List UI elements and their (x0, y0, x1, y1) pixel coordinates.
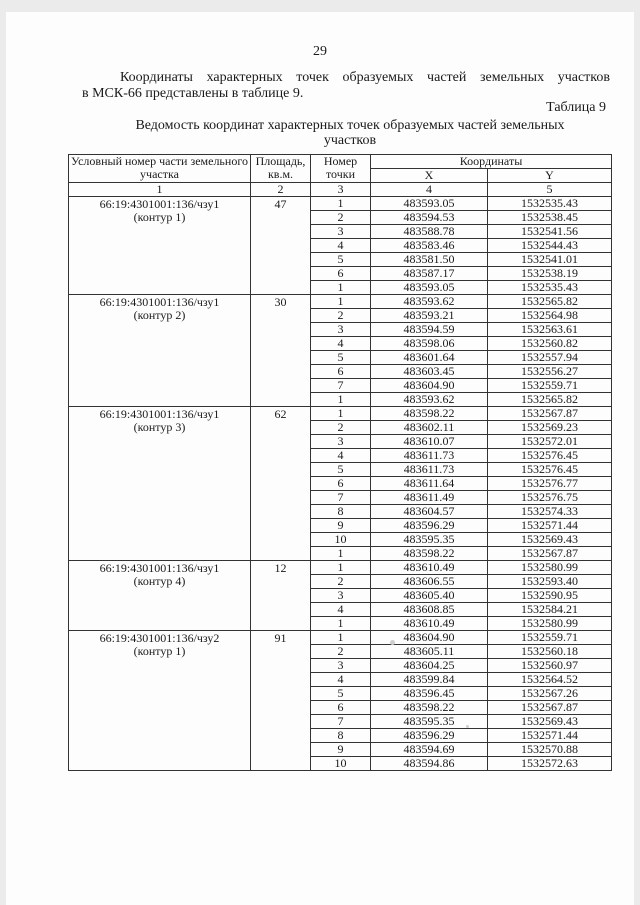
table-title-line-2: участков (323, 133, 377, 148)
table-body (69, 197, 612, 771)
table-row (69, 561, 612, 575)
area-cell: 47 (251, 197, 311, 295)
x-coordinate-cell: 483593.05 (371, 281, 488, 295)
y-coordinate-cell: 1532576.45 (488, 463, 612, 477)
document-page (6, 12, 634, 905)
part-cadastral-number: 66:19:4301001:136/чзу1 (99, 197, 220, 211)
point-number-cell: 1 (311, 197, 371, 211)
y-coordinate-cell: 1532565.82 (488, 393, 612, 407)
x-coordinate-cell: 483604.25 (371, 659, 488, 673)
y-coordinate-cell: 1532538.45 (488, 211, 612, 225)
y-coordinate-cell: 1532556.27 (488, 365, 612, 379)
table-row (69, 631, 612, 645)
point-number-cell: 8 (311, 505, 371, 519)
x-coordinate-cell: 483593.21 (371, 309, 488, 323)
part-number-cell (69, 295, 251, 407)
y-coordinate-cell: 1532569.43 (488, 533, 612, 547)
x-coordinate-cell: 483604.90 (371, 379, 488, 393)
point-number-cell: 2 (311, 645, 371, 659)
x-coordinate-cell: 483611.73 (371, 463, 488, 477)
point-number-cell: 5 (311, 351, 371, 365)
y-coordinate-cell: 1532541.56 (488, 225, 612, 239)
point-number-cell: 5 (311, 463, 371, 477)
x-coordinate-cell: 483611.49 (371, 491, 488, 505)
y-coordinate-cell: 1532559.71 (488, 379, 612, 393)
x-coordinate-cell: 483605.11 (371, 645, 488, 659)
part-number-cell (69, 561, 251, 631)
y-coordinate-cell: 1532580.99 (488, 561, 612, 575)
x-coordinate-cell: 483610.07 (371, 435, 488, 449)
x-coordinate-cell: 483604.57 (371, 505, 488, 519)
point-number-cell: 2 (311, 421, 371, 435)
x-coordinate-cell: 483605.40 (371, 589, 488, 603)
y-coordinate-cell: 1532571.44 (488, 729, 612, 743)
page-number: 29 (313, 44, 327, 59)
header-part-number: Условный номер части земельного участка (69, 155, 251, 183)
y-coordinate-cell: 1532574.33 (488, 505, 612, 519)
y-coordinate-cell: 1532560.82 (488, 337, 612, 351)
y-coordinate-cell: 1532559.71 (488, 631, 612, 645)
intro-line-1: Координаты характерных точек образуемых частей земельных участков (120, 70, 610, 85)
coordinates-table (68, 154, 612, 771)
x-coordinate-cell: 483606.55 (371, 575, 488, 589)
table-title-line-1: Ведомость координат характерных точек образуемых частей земельных (135, 118, 565, 133)
point-number-cell: 8 (311, 729, 371, 743)
x-coordinate-cell: 483611.73 (371, 449, 488, 463)
x-coordinate-cell: 483610.49 (371, 561, 488, 575)
part-cadastral-number: 66:19:4301001:136/чзу2 (99, 631, 220, 645)
y-coordinate-cell: 1532572.01 (488, 435, 612, 449)
y-coordinate-cell: 1532563.61 (488, 323, 612, 337)
part-cadastral-number: 66:19:4301001:136/чзу1 (99, 561, 220, 575)
x-coordinate-cell: 483610.49 (371, 617, 488, 631)
y-coordinate-cell: 1532535.43 (488, 281, 612, 295)
x-coordinate-cell: 483596.29 (371, 519, 488, 533)
header-y: Y (488, 169, 612, 183)
point-number-cell: 1 (311, 407, 371, 421)
x-coordinate-cell: 483598.22 (371, 701, 488, 715)
x-coordinate-cell: 483601.64 (371, 351, 488, 365)
table-row (69, 407, 612, 421)
column-number-row (69, 183, 612, 197)
x-coordinate-cell: 483583.46 (371, 239, 488, 253)
column-number: 2 (251, 183, 311, 197)
intro-paragraph (82, 70, 610, 102)
point-number-cell: 7 (311, 715, 371, 729)
column-number: 5 (488, 183, 612, 197)
scan-speck (466, 725, 469, 728)
point-number-cell: 2 (311, 309, 371, 323)
x-coordinate-cell: 483598.22 (371, 407, 488, 421)
y-coordinate-cell: 1532580.99 (488, 617, 612, 631)
point-number-cell: 3 (311, 225, 371, 239)
point-number-cell: 1 (311, 617, 371, 631)
area-cell: 91 (251, 631, 311, 771)
y-coordinate-cell: 1532572.63 (488, 757, 612, 771)
part-number-cell (69, 631, 251, 771)
part-contour: (контур 2) (133, 308, 186, 322)
table-label: Таблица 9 (546, 100, 606, 115)
x-coordinate-cell: 483594.59 (371, 323, 488, 337)
header-x: X (371, 169, 488, 183)
point-number-cell: 10 (311, 757, 371, 771)
x-coordinate-cell: 483598.06 (371, 337, 488, 351)
area-cell: 62 (251, 407, 311, 561)
y-coordinate-cell: 1532567.87 (488, 701, 612, 715)
x-coordinate-cell: 483595.35 (371, 533, 488, 547)
point-number-cell: 4 (311, 337, 371, 351)
y-coordinate-cell: 1532576.77 (488, 477, 612, 491)
y-coordinate-cell: 1532557.94 (488, 351, 612, 365)
x-coordinate-cell: 483611.64 (371, 477, 488, 491)
y-coordinate-cell: 1532564.52 (488, 673, 612, 687)
y-coordinate-cell: 1532569.43 (488, 715, 612, 729)
y-coordinate-cell: 1532560.97 (488, 659, 612, 673)
point-number-cell: 2 (311, 211, 371, 225)
y-coordinate-cell: 1532541.01 (488, 253, 612, 267)
point-number-cell: 6 (311, 365, 371, 379)
y-coordinate-cell: 1532584.21 (488, 603, 612, 617)
header-point-number: Номер точки (311, 155, 371, 183)
part-cadastral-number: 66:19:4301001:136/чзу1 (99, 295, 220, 309)
part-contour: (контур 1) (133, 210, 186, 224)
point-number-cell: 10 (311, 533, 371, 547)
y-coordinate-cell: 1532567.26 (488, 687, 612, 701)
point-number-cell: 4 (311, 603, 371, 617)
y-coordinate-cell: 1532567.87 (488, 547, 612, 561)
point-number-cell: 9 (311, 519, 371, 533)
point-number-cell: 3 (311, 435, 371, 449)
y-coordinate-cell: 1532544.43 (488, 239, 612, 253)
scan-speck (390, 640, 395, 645)
column-number: 4 (371, 183, 488, 197)
point-number-cell: 1 (311, 393, 371, 407)
intro-line-2: в МСК-66 представлены в таблице 9. (82, 86, 304, 101)
table-row (69, 295, 612, 309)
x-coordinate-cell: 483604.90 (371, 631, 488, 645)
x-coordinate-cell: 483595.35 (371, 715, 488, 729)
table-row (69, 197, 612, 211)
x-coordinate-cell: 483593.62 (371, 295, 488, 309)
x-coordinate-cell: 483594.69 (371, 743, 488, 757)
x-coordinate-cell: 483593.62 (371, 393, 488, 407)
x-coordinate-cell: 483598.22 (371, 547, 488, 561)
y-coordinate-cell: 1532535.43 (488, 197, 612, 211)
point-number-cell: 4 (311, 449, 371, 463)
y-coordinate-cell: 1532576.75 (488, 491, 612, 505)
x-coordinate-cell: 483593.05 (371, 197, 488, 211)
x-coordinate-cell: 483581.50 (371, 253, 488, 267)
y-coordinate-cell: 1532538.19 (488, 267, 612, 281)
part-contour: (контур 4) (133, 574, 186, 588)
x-coordinate-cell: 483602.11 (371, 421, 488, 435)
y-coordinate-cell: 1532576.45 (488, 449, 612, 463)
point-number-cell: 6 (311, 267, 371, 281)
part-number-cell (69, 407, 251, 561)
point-number-cell: 3 (311, 589, 371, 603)
point-number-cell: 1 (311, 547, 371, 561)
x-coordinate-cell: 483594.53 (371, 211, 488, 225)
x-coordinate-cell: 483603.45 (371, 365, 488, 379)
point-number-cell: 6 (311, 477, 371, 491)
y-coordinate-cell: 1532593.40 (488, 575, 612, 589)
column-number: 1 (69, 183, 251, 197)
y-coordinate-cell: 1532565.82 (488, 295, 612, 309)
point-number-cell: 4 (311, 673, 371, 687)
y-coordinate-cell: 1532569.23 (488, 421, 612, 435)
x-coordinate-cell: 483587.17 (371, 267, 488, 281)
table-title (102, 118, 598, 148)
area-cell: 30 (251, 295, 311, 407)
point-number-cell: 1 (311, 281, 371, 295)
y-coordinate-cell: 1532570.88 (488, 743, 612, 757)
y-coordinate-cell: 1532567.87 (488, 407, 612, 421)
x-coordinate-cell: 483594.86 (371, 757, 488, 771)
header-area: Площадь, кв.м. (251, 155, 311, 183)
x-coordinate-cell: 483599.84 (371, 673, 488, 687)
point-number-cell: 3 (311, 323, 371, 337)
point-number-cell: 7 (311, 491, 371, 505)
part-contour: (контур 3) (133, 420, 186, 434)
point-number-cell: 5 (311, 253, 371, 267)
point-number-cell: 1 (311, 295, 371, 309)
point-number-cell: 5 (311, 687, 371, 701)
x-coordinate-cell: 483608.85 (371, 603, 488, 617)
point-number-cell: 3 (311, 659, 371, 673)
point-number-cell: 7 (311, 379, 371, 393)
point-number-cell: 4 (311, 239, 371, 253)
point-number-cell: 6 (311, 701, 371, 715)
y-coordinate-cell: 1532560.18 (488, 645, 612, 659)
x-coordinate-cell: 483588.78 (371, 225, 488, 239)
header-coordinates: Координаты (371, 155, 612, 169)
part-contour: (контур 1) (133, 644, 186, 658)
column-number: 3 (311, 183, 371, 197)
part-cadastral-number: 66:19:4301001:136/чзу1 (99, 407, 220, 421)
x-coordinate-cell: 483596.29 (371, 729, 488, 743)
point-number-cell: 2 (311, 575, 371, 589)
y-coordinate-cell: 1532571.44 (488, 519, 612, 533)
part-number-cell (69, 197, 251, 295)
area-cell: 12 (251, 561, 311, 631)
point-number-cell: 9 (311, 743, 371, 757)
y-coordinate-cell: 1532564.98 (488, 309, 612, 323)
point-number-cell: 1 (311, 561, 371, 575)
x-coordinate-cell: 483596.45 (371, 687, 488, 701)
point-number-cell: 1 (311, 631, 371, 645)
y-coordinate-cell: 1532590.95 (488, 589, 612, 603)
